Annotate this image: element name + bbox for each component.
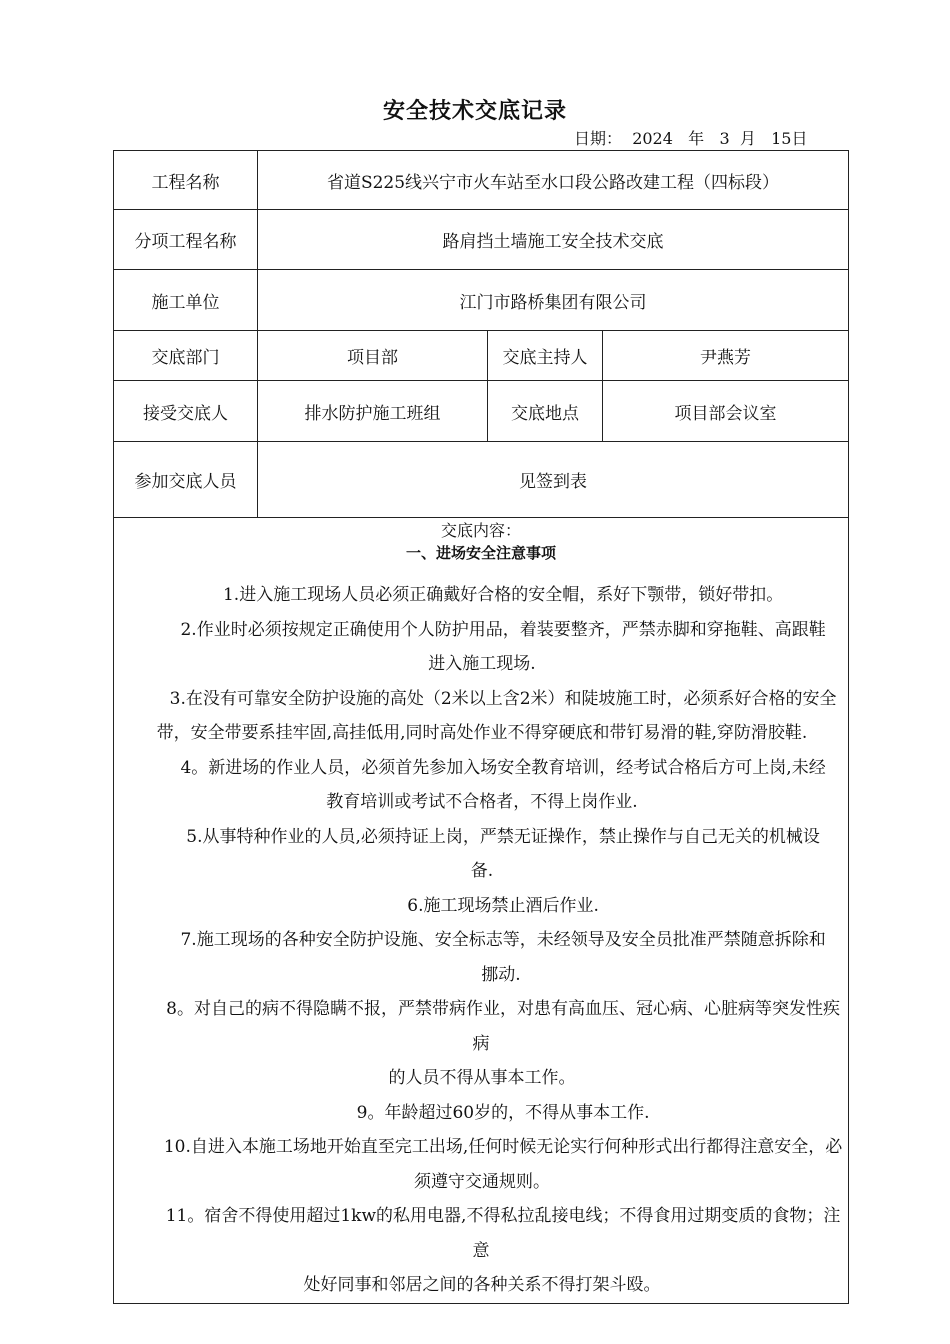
item-10-cont: 须遵守交通规则。	[414, 1171, 550, 1192]
date-day: 15	[771, 129, 792, 148]
receiver-label: 接受交底人	[114, 381, 258, 442]
participants-label: 参加交底人员	[114, 442, 258, 518]
location-value: 项目部会议室	[603, 381, 849, 442]
item-3: 3.在没有可靠安全防护设施的高处（2米以上含2米）和陡坡施工时，必须系好合格的安全	[169, 688, 837, 709]
contractor-label: 施工单位	[114, 270, 258, 331]
date-month-unit: 月	[739, 129, 756, 148]
item-2-cont: 进入施工现场.	[428, 654, 536, 674]
row-department	[114, 331, 849, 381]
item-9: 9。年龄超过60岁的，不得从事本工作.	[356, 1102, 650, 1123]
content-cell	[114, 518, 849, 1304]
item-4-cont: 教育培训或考试不合格者，不得上岗作业.	[326, 792, 638, 812]
dept-value: 项目部	[258, 331, 488, 381]
content-label: 交底内容：	[440, 521, 521, 540]
date-day-unit: 日	[791, 129, 808, 148]
host-value: 尹燕芳	[603, 331, 849, 381]
row-participants	[114, 442, 849, 518]
row-project-name	[114, 151, 849, 210]
item-8-cont: 的人员不得从事本工作。	[388, 1068, 576, 1088]
host-label: 交底主持人	[488, 331, 603, 381]
row-receiver	[114, 381, 849, 442]
item-7-cont: 挪动.	[481, 964, 521, 985]
dept-label: 交底部门	[114, 331, 258, 381]
date-month: 3	[719, 129, 730, 148]
date-label: 日期：	[574, 129, 623, 148]
receiver-value: 排水防护施工班组	[258, 381, 488, 442]
item-5-cont: 备.	[470, 861, 494, 881]
item-5: 5.从事特种作业的人员,必须持证上岗，严禁无证操作，禁止操作与自己无关的机械设	[186, 826, 820, 847]
item-2: 2.作业时必须按规定正确使用个人防护用品，着装要整齐，严禁赤脚和穿拖鞋、高跟鞋	[180, 619, 826, 640]
location-label: 交底地点	[488, 381, 603, 442]
item-1: 1.进入施工现场人员必须正确戴好合格的安全帽，系好下颚带，锁好带扣。	[222, 585, 784, 605]
item-4: 4。新进场的作业人员，必须首先参加入场安全教育培训，经考试合格后方可上岗,未经	[180, 757, 826, 778]
date-line	[574, 126, 807, 149]
item-11: 11。宿舍不得使用超过1kw的私用电器,不得私拉乱接电线；不得食用过期变质的食物；注意	[165, 1206, 841, 1261]
participants-value: 见签到表	[258, 442, 849, 518]
item-11-cont: 处好同事和邻居之间的各种关系不得打架斗殴。	[303, 1275, 661, 1295]
item-10: 10.自进入本施工场地开始直至完工出场,任何时候无论实行何种形式出行都得注意安全，必	[163, 1137, 843, 1157]
content-heading: 一、进场安全注意事项	[405, 544, 556, 562]
contractor-value: 江门市路桥集团有限公司	[258, 270, 849, 331]
row-content	[114, 518, 849, 1304]
item-6: 6.施工现场禁止酒后作业.	[407, 895, 599, 916]
item-3-cont: 带，安全带要系挂牢固,高挂低用,同时高处作业不得穿硬底和带钉易滑的鞋,穿防滑胶鞋.	[156, 723, 808, 743]
row-contractor	[114, 270, 849, 331]
item-7: 7.施工现场的各种安全防护设施、安全标志等，未经领导及安全员批准严禁随意拆除和	[180, 930, 826, 950]
project-name-value: 省道S225线兴宁市火车站至水口段公路改建工程（四标段）	[258, 151, 849, 210]
disclosure-form-table	[113, 150, 849, 1304]
date-year-unit: 年	[688, 129, 705, 148]
project-name-label: 工程名称	[114, 151, 258, 210]
row-sub-project	[114, 210, 849, 270]
document-title: 安全技术交底记录	[382, 99, 567, 124]
sub-project-value: 路肩挡土墙施工安全技术交底	[258, 210, 849, 270]
sub-project-label: 分项工程名称	[114, 210, 258, 270]
date-year: 2024	[632, 129, 673, 148]
item-8: 8。对自己的病不得隐瞒不报，严禁带病作业，对患有高血压、冠心病、心脏病等突发性疾病	[166, 999, 840, 1054]
